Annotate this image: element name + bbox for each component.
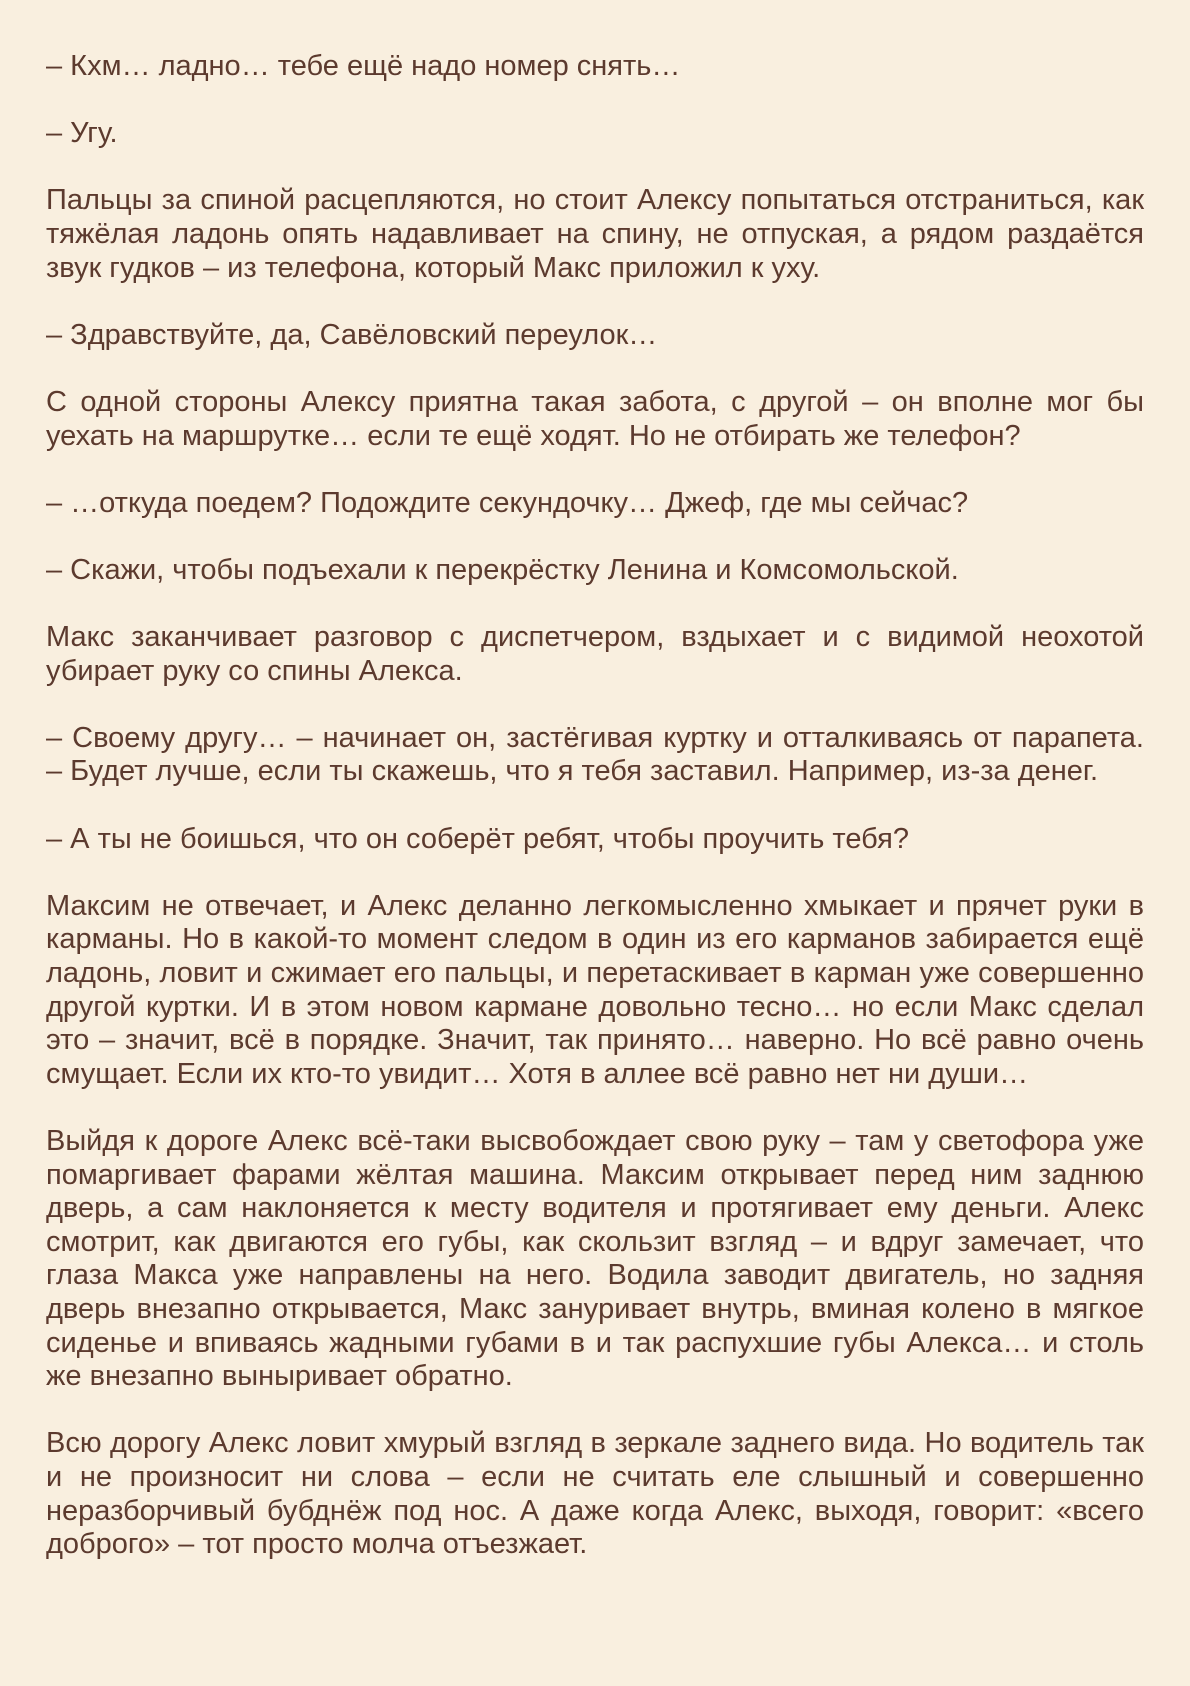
- paragraph: Всю дорогу Алекс ловит хмурый взгляд в зеркале заднего вида. Но водитель так и не произносит ни слова – если не считать еле слышный и совершенно неразборчивый бубднёж под нос. А даже когда Алекс, выходя, говорит: «всего доброго» – тот просто молча отъезжает.: [46, 1427, 1144, 1561]
- paragraph: – Угу.: [46, 117, 118, 150]
- paragraph: Макс заканчивает разговор с диспетчером, вздыхает и с видимой неохотой убирает руку со спины Алекса.: [46, 621, 1144, 687]
- paragraph: – Здравствуйте, да, Савёловский переулок…: [46, 318, 658, 351]
- paragraph: – Скажи, чтобы подъехали к перекрёстку Ленина и Комсомольской.: [46, 553, 959, 586]
- paragraph: Выйдя к дороге Алекс всё-таки высвобождает свою руку – там у светофора уже помаргивает фарами жёлтая машина. Максим открывает перед ним заднюю дверь, а сам наклоняется к месту водителя и протягивает ему деньги. Алекс смотрит, как двигаются его губы, как скользит взгляд – и вдруг замечает, что глаза Макса уже направлены на него. Водила заводит двигатель, но задняя дверь внезапно открывается, Макс занyривает внутрь, вминая колено в мягкое сиденье и впиваясь жадными губами в и так распухшие губы Алекса… и столь же внезапно выныривает обратно.: [46, 1125, 1144, 1393]
- paragraph: Пальцы за спиной расцепляются, но стоит Алексу попытаться отстраниться, как тяжёлая ладонь опять надавливает на спину, не отпуская, а рядом раздаётся звук гудков – из телефона, который Макс приложил к уху.: [46, 184, 1144, 284]
- paragraph: Максим не отвечает, и Алекс деланно легкомысленно хмыкает и прячет руки в карманы. Но в какой-то момент следом в один из его карманов забирается ещё ладонь, ловит и сжимает его пальцы, и перетаскивает в карман уже совершенно другой куртки. И в этом новом кармане довольно тесно… но если Макс сделал это – значит, всё в порядке. Значит, так принято… наверно. Но всё равно очень смущает. Если их кто-то увидит… Хотя в аллее всё равно нет ни души…: [46, 889, 1144, 1090]
- paragraph: – Своему другу… – начинает он, застёгивая куртку и отталкиваясь от парапета. – Будет лучше, если ты скажешь, что я тебя заставил. Например, из-за денег.: [46, 721, 1144, 788]
- paragraph: – Кхм… ладно… тебе ещё надо номер снять…: [46, 50, 681, 82]
- paragraph: – А ты не боишься, что он соберёт ребят, чтобы проучить тебя?: [46, 822, 909, 855]
- paragraph: – …откуда поедем? Подождите секундочку… Джеф, где мы сейчас?: [46, 486, 969, 519]
- paragraph: С одной стороны Алексу приятна такая забота, с другой – он вполне мог бы уехать на маршрутке… если те ещё ходят. Но не отбирать же телефон?: [46, 385, 1144, 452]
